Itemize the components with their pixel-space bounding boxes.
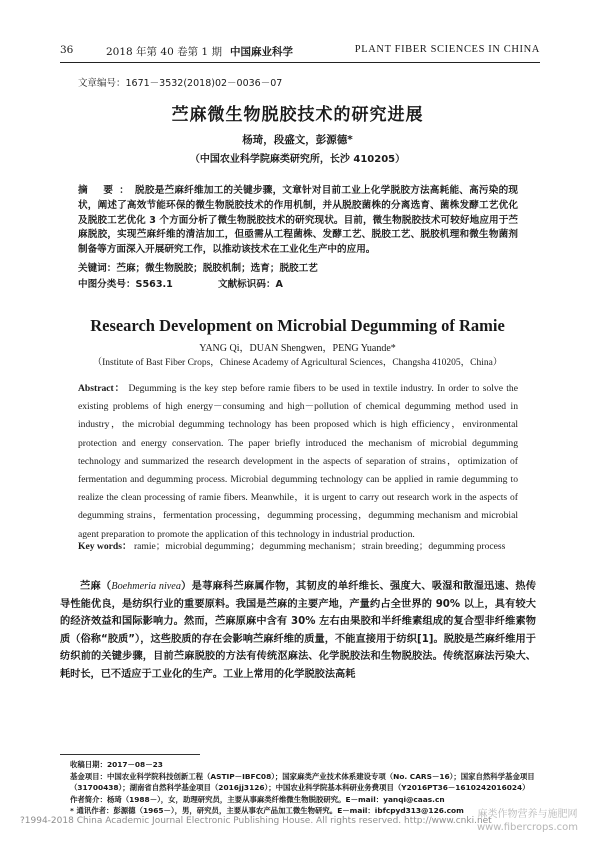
affiliation-cn: （中国农业科学院麻类研究所，长沙 410205）	[189, 154, 406, 165]
header-rule	[60, 62, 540, 63]
copyright-line: ?1994-2018 China Academic Journal Electronic Publishing House. All rights reserved. http://www.cnki.net	[20, 816, 492, 826]
journal-name-en: PLANT FIBER SCIENCES IN CHINA	[354, 44, 540, 55]
classification	[78, 276, 518, 290]
keywords-en-label: Key words：	[78, 541, 132, 552]
footnote-rule	[60, 754, 200, 755]
journal-name-cn: 中国麻业科学	[230, 46, 293, 58]
footnote-author: 作者简介：杨琦（1988－），女，助理研究员，主要从事麻类纤维微生物脱胶研究。E－mail：yanqi@caas.cn	[70, 794, 445, 804]
abstract-en	[78, 380, 518, 544]
watermark	[470, 808, 585, 834]
footnote-funding-cont: （31700438）；湖南省自然科学基金项目（2016jj3126）；中国农业科学院基本科研业务费项目（Y2016PT36－1610242016024）	[70, 783, 530, 793]
authors-cn: 杨琦，段盛文，彭源德*	[242, 134, 353, 146]
watermark-url: www.fibercrops.com	[476, 822, 579, 833]
footnote-funding: 基金项目：中国农业科学院科技创新工程（ASTIP－IBFC08）；国家麻类产业技术体系建设专项（No. CARS－16）；国家自然科学基金项目	[70, 771, 535, 781]
abstract-cn-text: 脱胶是苎麻纤维加工的关键步骤，文章针对目前工业上化学脱胶方法高耗能、高污染的现状，阐述了高效节能环保的微生物脱胶技术的作用机制，并从脱胶菌株的分离选育、菌株发酵工艺优化及脱胶工艺优化 3 个方面分析了微生物脱胶技术的研究现状。目前，微生物脱胶技术可较好地应用于苎麻脱胶，实现苎麻纤维的清洁加工，但亟需从工程菌株、发酵工艺、脱胶工艺、脱胶机理和微生物菌剂制备等方面深入开展研究工作，以推动该技术在工业化生产中的应用。	[78, 185, 518, 256]
article-number: 文章编号：1671－3532(2018)02－0036－07	[78, 78, 283, 89]
abstract-en-label: Abstract：	[78, 383, 126, 394]
body-text-start: 苎麻（	[80, 581, 112, 592]
latin-name: Boehmeria nivea	[111, 581, 181, 592]
body-text-main: ）是荨麻科苎麻属作物，其韧皮的单纤维长、强度大、吸湿和散湿迅速、热传导性能优良，是纺织行业的重要原料。我国是苎麻的主要产地，产量约占全世界的 90% 以上，具有较大的经济效益和国际影响力。然而，苎麻原麻中含有 30% 左右由果胶和半纤维素组成的复合型非纤维素物质（俗称“胶质”），这些胶质的存在会影响苎麻纤维的质量，不能直接用于纺织[1]。脱胶是苎麻纤维用于纺织前的关键步骤，目前苎麻脱胶的方法有传统沤麻法、化学脱胶法和生物脱胶法。传统沤麻法污染大、耗时长，已不适应于工业化的生产。工业上常用的化学脱胶法高耗	[60, 581, 537, 680]
issue-info: 2018 年第 40 卷第 1 期	[106, 46, 222, 58]
keywords-cn: 关键词：苎麻；微生物脱胶；脱胶机制；选育；脱胶工艺	[78, 263, 318, 274]
body-paragraph	[60, 578, 536, 684]
footnote-received: 收稿日期：2017－08－23	[70, 760, 163, 769]
watermark-cn: 麻类作物营养与施肥网	[477, 809, 578, 820]
authors-en: YANG Qi，DUAN Shengwen，PENG Yuande*	[199, 343, 396, 354]
keywords-en-text: ramie；microbial degumming；degumming mechanism；strain breeding；degumming process	[133, 541, 506, 552]
running-header	[60, 44, 540, 60]
title-en: Research Development on Microbial Degumming of Ramie	[90, 316, 505, 335]
footnote-corresponding: * 通讯作者：彭源德（1965－），男，研究员，主要从事农产品加工微生物研究。E－mail：ibfcpyd313@126.com	[70, 806, 464, 816]
abstract-cn-label: 摘 要：	[78, 185, 136, 196]
title-cn: 苎麻微生物脱胶技术的研究进展	[171, 105, 424, 125]
abstract-en-text: Degumming is the key step before ramie fibers to be used in textile industry. In order to solve the existing problems of high energy－consuming and high－pollution of chemical degumming method used in industry，the microbial degumming technology has been proposed which is high efficiency，environmental protection and energy conservation. The paper briefly introduced the mechanism of microbial degumming technology and summarized the research development in the aspects of separation of strains，optimization of fermentation and degumming process. Microbial degumming technology can be applied in ramie degumming to realize the clean processing of ramie fibers. Meanwhile，it is urgent to carry out research work in the aspects of degumming strains，fermentation processing，degumming processing，degumming mechanism and microbial agent preparation to promote the application of this technology in industrial production.	[78, 383, 518, 540]
abstract-cn	[78, 184, 518, 258]
clc-number: 中图分类号：S563.1	[78, 279, 173, 290]
affiliation-en: （Institute of Bast Fiber Crops，Chinese Academy of Agricultural Sciences，Changsha 410205，China）	[92, 358, 503, 368]
page-number: 36	[60, 44, 74, 56]
keywords-en	[78, 538, 518, 556]
doc-code: 文献标识码：A	[218, 279, 283, 290]
